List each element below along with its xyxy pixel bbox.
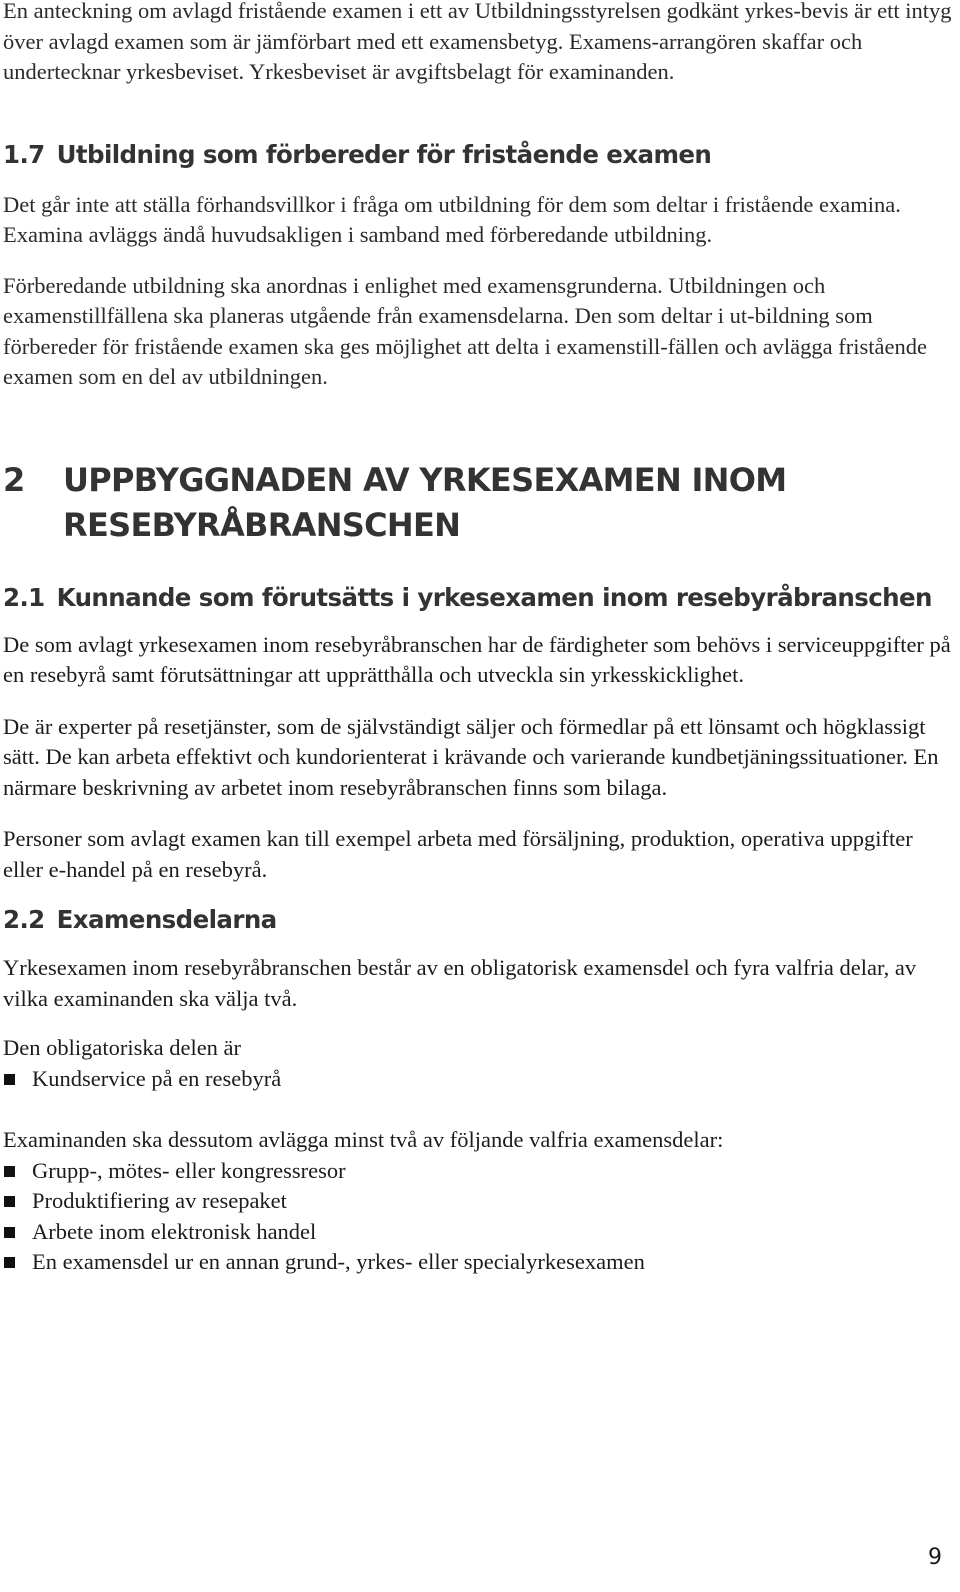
list-item: Produktifiering av resepaket bbox=[3, 1186, 953, 1217]
section-1-7-heading bbox=[3, 140, 953, 170]
square-bullet-icon bbox=[4, 1074, 15, 1085]
square-bullet-icon bbox=[4, 1257, 15, 1268]
section-1-7-paragraph-1: Det går inte att ställa förhandsvillkor i fråga om utbildning för dem som deltar i fristående examina. Examina avläggs ändå huvudsakligen i samband med förberedande utbildning. bbox=[3, 191, 901, 247]
section-2-1-paragraph-2: De är experter på resetjänster, som de självständigt säljer och förmedlar på ett lönsamt och högklassigt sätt. De kan arbeta effektivt och kundorienterat i krävande och varierande kundbetjäningssituationer. En närmare beskrivning av arbetet inom resebyråbranschen finns som bilaga. bbox=[3, 713, 939, 800]
chapter-2-heading bbox=[3, 458, 953, 548]
page-content bbox=[3, 0, 953, 1278]
optional-parts-label: Examinanden ska dessutom avlägga minst två av följande valfria examensdelar: bbox=[3, 1127, 724, 1152]
list-item: Kundservice på en resebyrå bbox=[3, 1064, 953, 1095]
chapter-title-line-1: UPPBYGGNADEN AV YRKESEXAMEN INOM bbox=[63, 460, 787, 499]
mandatory-part-label: Den obligatoriska delen är bbox=[3, 1035, 242, 1060]
square-bullet-icon bbox=[4, 1166, 15, 1177]
section-1-7-paragraph-2: Förberedande utbildning ska anordnas i enlighet med examensgrunderna. Utbildningen och examenstillfällena ska planeras utgående från examensdelarna. Den som deltar i ut-bildning som förbereder för fristående examen ska ges möjlighet att delta i examenstill-fällen och avlägga fristående examen som en del av utbildningen. bbox=[3, 272, 927, 389]
section-2-1-paragraph-3: Personer som avlagt examen kan till exempel arbeta med försäljning, produktion, operativa uppgifter eller e-handel på en resebyrå. bbox=[3, 826, 913, 882]
list-item: Arbete inom elektronisk handel bbox=[3, 1217, 953, 1248]
section-number: 2.1 bbox=[3, 582, 45, 612]
intro-paragraph: En anteckning om avlagd fristående examen i ett av Utbildningsstyrelsen godkänt yrkes-bevis är ett intyg över avlagd examen som är jämförbart med ett examensbetyg. Examens-arrangören skaffar och undertecknar yrkesbeviset. Yrkesbeviset är avgiftsbelagt för examinanden. bbox=[3, 0, 952, 84]
section-title: Kunnande som förutsätts i yrkesexamen inom resebyråbranschen bbox=[56, 582, 932, 612]
page-number: 9 bbox=[928, 1545, 942, 1570]
list-item: En examensdel ur en annan grund-, yrkes- eller specialyrkesexamen bbox=[3, 1247, 953, 1278]
optional-parts-list bbox=[3, 1156, 953, 1278]
square-bullet-icon bbox=[4, 1196, 15, 1207]
chapter-number: 2 bbox=[3, 460, 25, 499]
section-number: 2.2 bbox=[3, 905, 45, 934]
mandatory-part-list bbox=[3, 1064, 953, 1095]
section-title: Examensdelarna bbox=[56, 905, 277, 934]
section-2-2-intro: Yrkesexamen inom resebyråbranschen består av en obligatorisk examensdel och fyra valfria delar, av vilka examinanden ska välja två. bbox=[3, 955, 917, 1011]
section-2-2-heading bbox=[3, 905, 953, 935]
chapter-title-line-2: RESEBYRÅBRANSCHEN bbox=[63, 505, 461, 544]
section-2-1-heading bbox=[3, 583, 953, 613]
section-number: 1.7 bbox=[3, 139, 45, 169]
chapter-title bbox=[63, 458, 786, 548]
section-title: Utbildning som förbereder för fristående examen bbox=[56, 139, 712, 169]
list-item: Grupp-, mötes- eller kongressresor bbox=[3, 1156, 953, 1187]
square-bullet-icon bbox=[4, 1227, 15, 1238]
section-2-1-paragraph-1: De som avlagt yrkesexamen inom resebyråbranschen har de färdigheter som behövs i serviceuppgifter på en resebyrå samt förutsättningar att upprätthålla och utveckla sin yrkesskicklighet. bbox=[3, 631, 951, 687]
